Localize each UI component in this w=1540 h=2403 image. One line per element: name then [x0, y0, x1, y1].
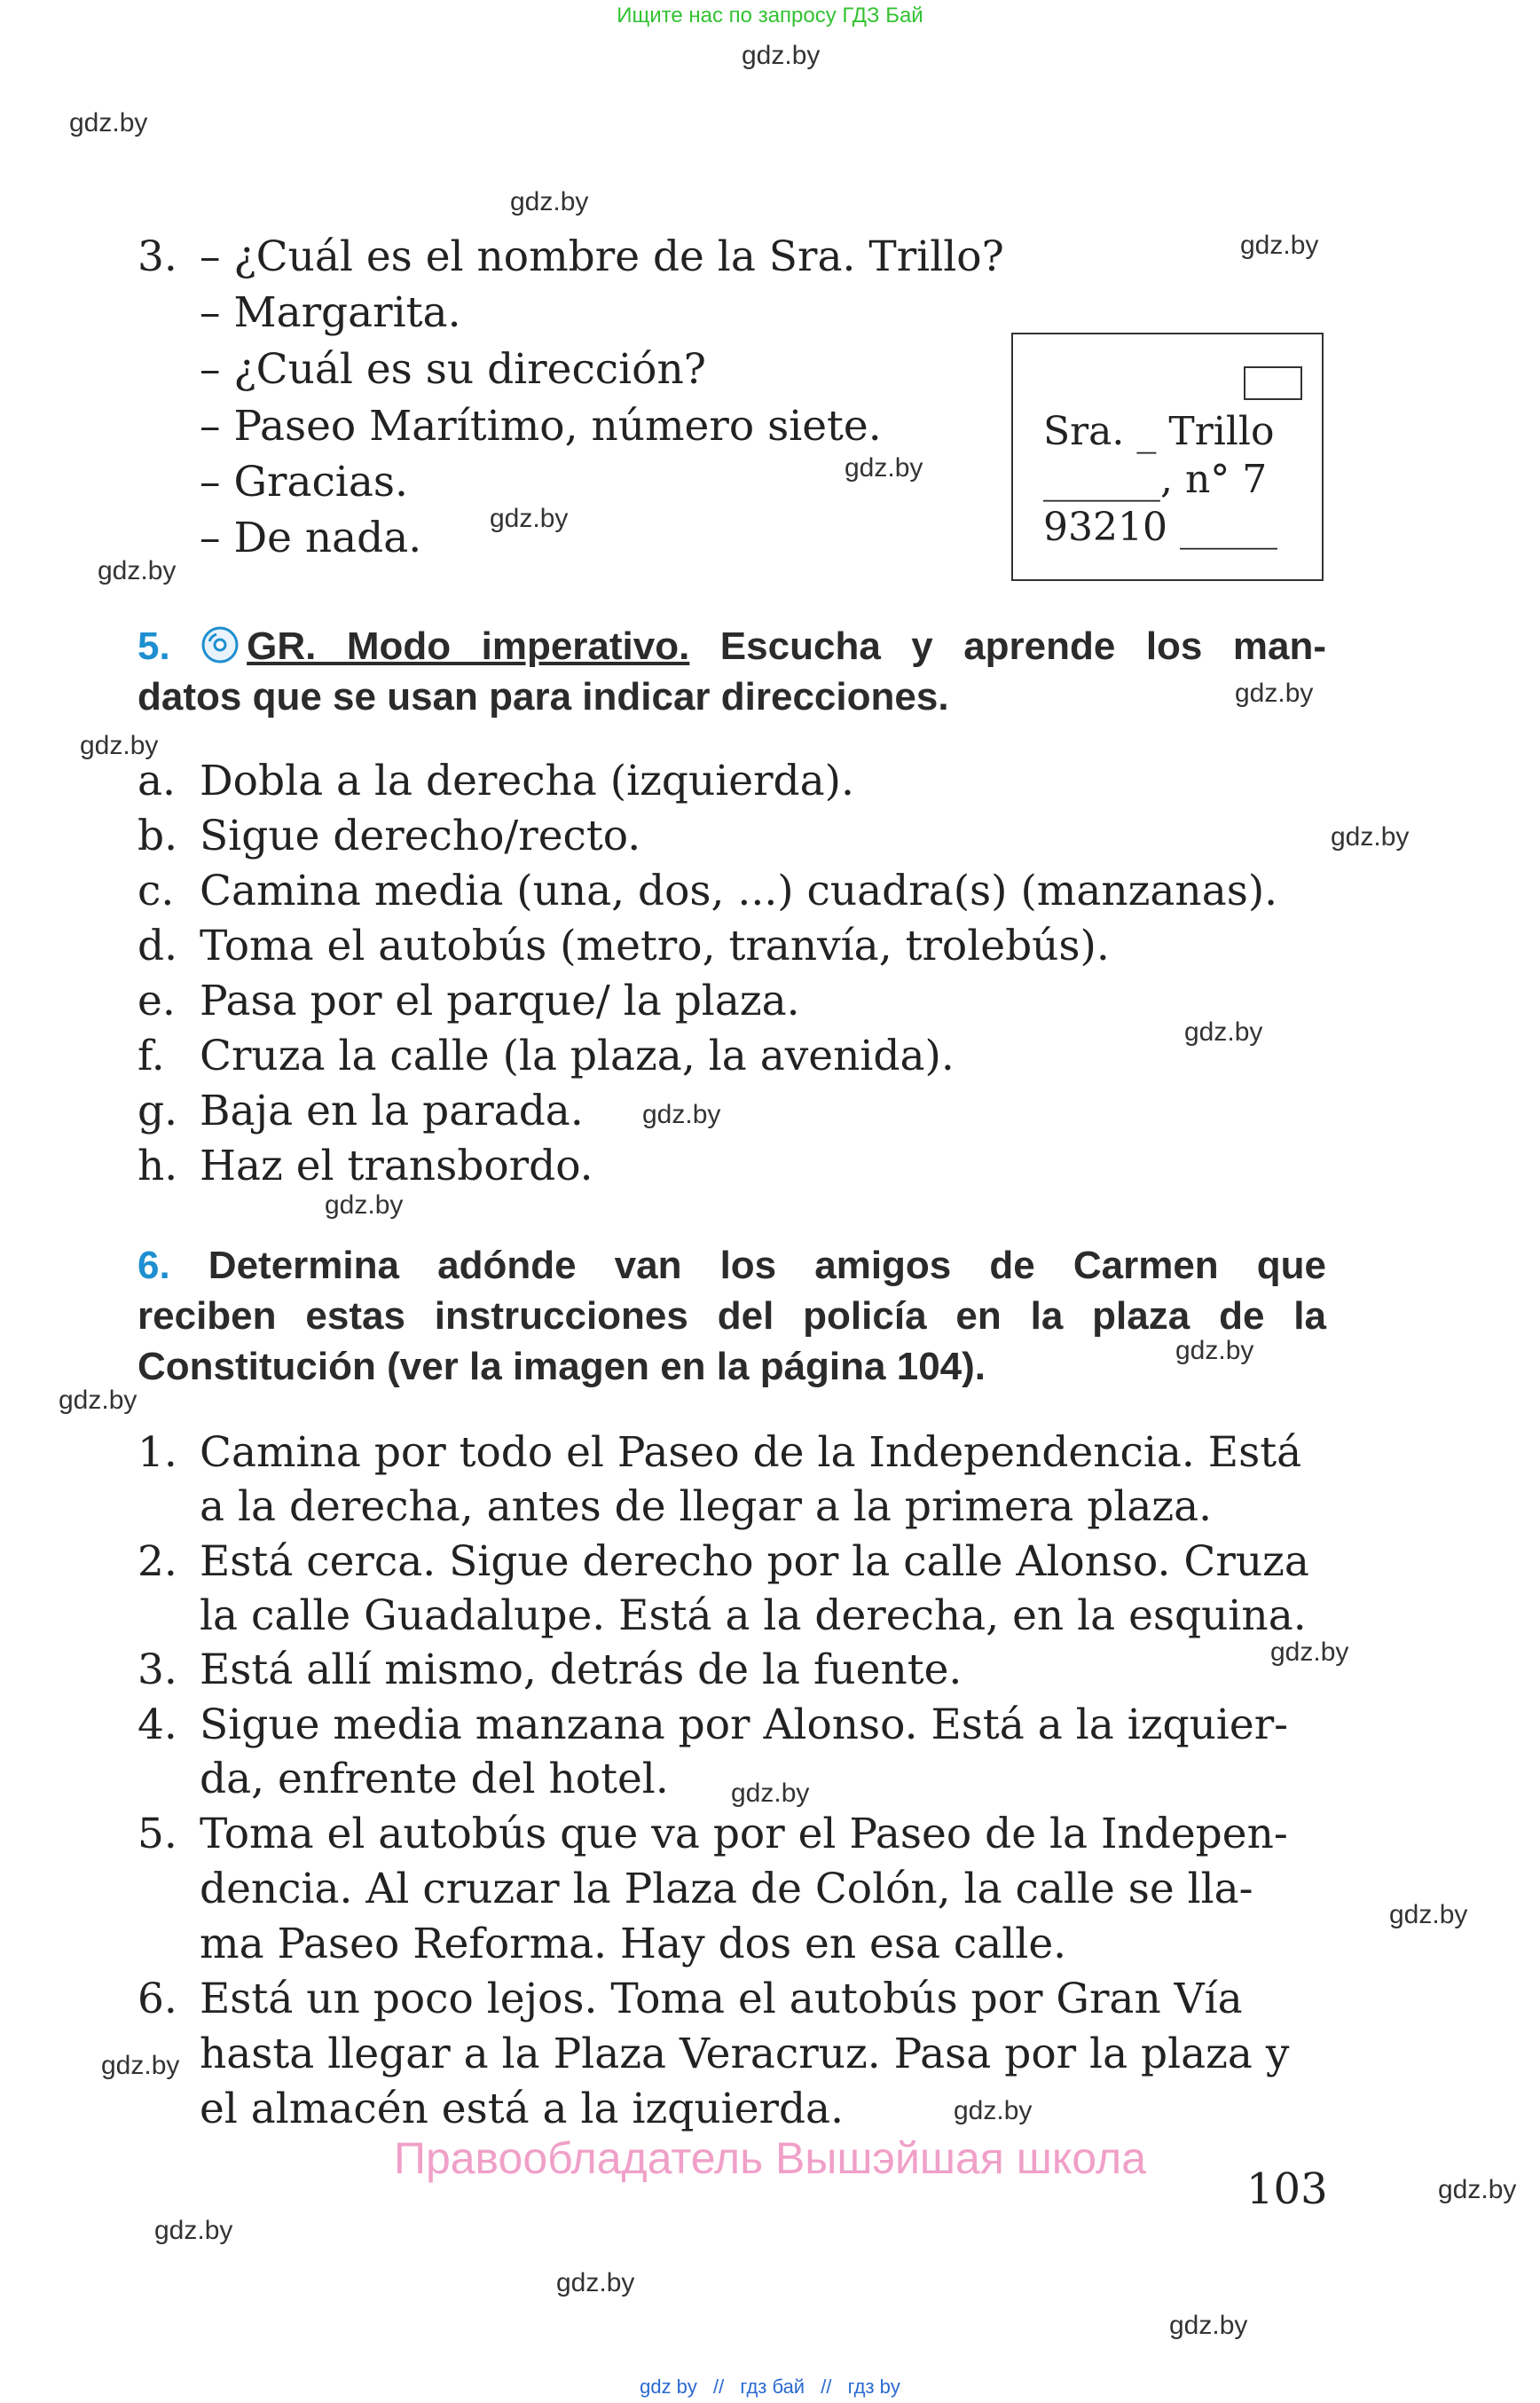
list-item: Pasa por el parque/ la plaza.	[200, 977, 800, 1025]
stamp-box	[1244, 366, 1302, 400]
envelope-address-card	[1011, 333, 1324, 581]
list-item-line: Está allí mismo, detrás de la fuente.	[200, 1645, 962, 1694]
grammar-label: GR. Modo imperativo.	[247, 624, 690, 668]
copyright-notice: Правообладатель Вышэйшая школа	[394, 2133, 1146, 2183]
exercise-6-heading-line3: Constitución (ver la imagen en la página 104).	[138, 1345, 986, 1388]
item-label: h.	[138, 1142, 178, 1190]
watermark: gdz.by	[1235, 679, 1314, 708]
site-label[interactable]: gdz.by	[742, 41, 821, 70]
watermark: gdz.by	[1169, 2311, 1248, 2340]
dialogue-number: 3.	[138, 232, 177, 281]
exercise-6-heading	[138, 1240, 1326, 1392]
item-label: 2.	[138, 1537, 177, 1586]
item-label: 6.	[138, 1975, 177, 2023]
watermark: gdz.by	[845, 453, 923, 483]
dialogue-line: – ¿Cuál es su dirección?	[200, 345, 706, 394]
watermark: gdz.by	[69, 108, 148, 137]
envelope-line: Sra. _ Trillo	[1043, 409, 1275, 454]
item-label: d.	[138, 922, 178, 970]
watermark: gdz.by	[98, 556, 177, 585]
item-label: e.	[138, 977, 176, 1025]
watermark: gdz.by	[1331, 822, 1410, 852]
item-label: c.	[138, 867, 175, 915]
item-label: 4.	[138, 1700, 177, 1749]
list-item-line: Camina por todo el Paseo de la Independencia. Está	[200, 1428, 1302, 1477]
item-label: 3.	[138, 1645, 177, 1694]
watermark: gdz.by	[325, 1190, 404, 1220]
list-item-line: el almacén está a la izquierda.	[200, 2085, 845, 2133]
bottom-link[interactable]: гдз by	[847, 2376, 900, 2398]
list-item-line: dencia. Al cruzar la Plaza de Colón, la calle se lla-	[200, 1865, 1253, 1913]
watermark: gdz.by	[80, 731, 159, 760]
item-label: b.	[138, 812, 178, 860]
list-item-line: ma Paseo Reforma. Hay dos en esa calle.	[200, 1920, 1067, 1968]
audio-cd-icon[interactable]	[200, 625, 240, 664]
exercise-5-heading-line2: datos que se usan para indicar direcciones.	[138, 675, 949, 719]
watermark: gdz.by	[490, 504, 569, 533]
item-label: a.	[138, 757, 176, 805]
list-item: Baja en la parada.	[200, 1087, 584, 1135]
top-banner[interactable]: Ищите нас по запросу ГДЗ Бай	[617, 4, 923, 27]
list-item-line: hasta llegar a la Plaza Veracruz. Pasa por la plaza y	[200, 2030, 1290, 2078]
watermark: gdz.by	[154, 2216, 233, 2245]
item-label: 5.	[138, 1810, 177, 1858]
dialogue-line: – Gracias.	[200, 458, 408, 507]
watermark: gdz.by	[642, 1100, 721, 1129]
heading-text: Escucha y aprende los man-	[689, 624, 1326, 668]
bottom-links	[0, 2376, 1540, 2399]
exercise-5-heading-line1	[138, 621, 1326, 671]
exercise-number: 5.	[138, 624, 170, 668]
watermark: gdz.by	[1240, 231, 1319, 260]
list-item: Dobla a la derecha (izquierda).	[200, 757, 854, 805]
watermark: gdz.by	[1175, 1336, 1254, 1365]
watermark: gdz.by	[556, 2268, 635, 2297]
envelope-line: ______, n° 7	[1043, 457, 1268, 502]
exercise-6-heading-line1	[138, 1240, 1326, 1291]
list-item: Toma el autobús (metro, tranvía, trolebús).	[200, 922, 1110, 970]
list-item: Camina media (una, dos, ...) cuadra(s) (manzanas).	[200, 867, 1278, 915]
item-label: g.	[138, 1087, 178, 1135]
watermark: gdz.by	[101, 2051, 180, 2080]
exercise-5-heading	[138, 621, 1326, 722]
dialogue-line: – Margarita.	[200, 288, 461, 337]
link-separator: //	[821, 2376, 832, 2398]
exercise-6-heading-line2: reciben estas instrucciones del policía en la plaza de la	[138, 1294, 1326, 1338]
heading-text: Determina adónde van los amigos de Carmen que	[169, 1244, 1326, 1287]
list-item: Haz el transbordo.	[200, 1142, 593, 1190]
link-separator: //	[713, 2376, 725, 2398]
list-item: Cruza la calle (la plaza, la avenida).	[200, 1032, 955, 1080]
bottom-link[interactable]: гдз бай	[740, 2376, 805, 2398]
exercise-number: 6.	[138, 1244, 170, 1287]
watermark: gdz.by	[954, 2096, 1033, 2125]
watermark: gdz.by	[1389, 1900, 1468, 1929]
watermark: gdz.by	[731, 1779, 810, 1808]
watermark: gdz.by	[59, 1386, 138, 1415]
envelope-line: 93210 _____	[1043, 505, 1277, 550]
page-number: 103	[1246, 2164, 1328, 2214]
dialogue-line: – De nada.	[200, 514, 422, 562]
list-item-line: Está cerca. Sigue derecho por la calle Alonso. Cruza	[200, 1537, 1309, 1586]
dialogue-line: – ¿Cuál es el nombre de la Sra. Trillo?	[200, 232, 1004, 281]
watermark: gdz.by	[1184, 1017, 1263, 1047]
list-item-line: Toma el autobús que va por el Paseo de la Indepen-	[200, 1810, 1288, 1858]
watermark: gdz.by	[1438, 2175, 1517, 2204]
item-label: f.	[138, 1032, 165, 1080]
bottom-link[interactable]: gdz by	[640, 2376, 697, 2398]
list-item-line: a la derecha, antes de llegar a la primera plaza.	[200, 1482, 1213, 1531]
list-item-line: la calle Guadalupe. Está a la derecha, en la esquina.	[200, 1591, 1307, 1640]
list-item-line: Sigue media manzana por Alonso. Está a la izquier-	[200, 1700, 1289, 1749]
list-item-line: da, enfrente del hotel.	[200, 1755, 669, 1803]
watermark: gdz.by	[510, 187, 589, 216]
list-item: Sigue derecho/recto.	[200, 812, 641, 860]
item-label: 1.	[138, 1428, 177, 1477]
watermark: gdz.by	[1270, 1637, 1349, 1667]
dialogue-line: – Paseo Marítimo, número siete.	[200, 402, 882, 451]
list-item-line: Está un poco lejos. Toma el autobús por Gran Vía	[200, 1975, 1243, 2023]
